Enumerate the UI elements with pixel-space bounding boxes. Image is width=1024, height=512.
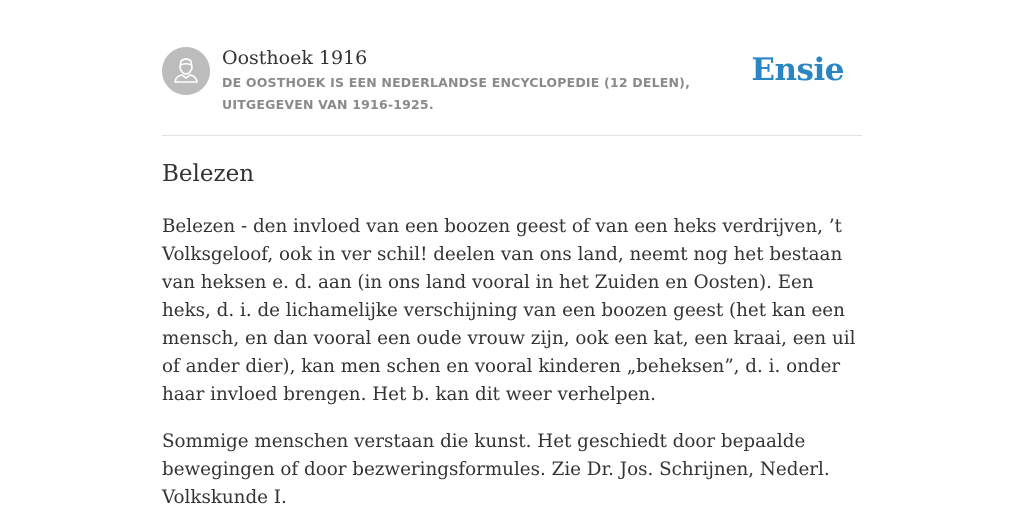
source-description: DE OOSTHOEK IS EEN NEDERLANDSE ENCYCLOPEDIE (12 DELEN), UITGEGEVEN VAN 1916-1925. — [222, 75, 691, 112]
user-icon — [162, 47, 210, 95]
source-header — [162, 44, 862, 136]
article-paragraph: Sommige menschen verstaan die kunst. Het geschiedt door bepaalde bewegingen of door bezweringsformules. Zie Dr. Jos. Schrijnen, Nederl. Volkskunde I. — [162, 431, 830, 508]
article — [162, 158, 864, 512]
brand-logo[interactable]: Ensie — [751, 52, 844, 88]
source-name[interactable]: Oosthoek 1916 — [222, 47, 368, 69]
entry-title: Belezen — [162, 161, 255, 187]
article-paragraph: Belezen - den invloed van een boozen geest of van een heks verdrijven, ’t Volksgeloof, ook in ver schil! deelen van ons land, neemt nog het bestaan van heksen e. d. aan (in ons land vooral in het Zuiden en Oosten). Een heks, d. i. de lichamelijke verschijning van een boozen geest (het kan een mensch, en dan vooral een oude vrouw zijn, ook een kat, een kraai, een uil of ander dier), kan men schen en vooral kinderen „beheksen”, d. i. onder haar invloed brengen. Het b. kan dit weer verhelpen. — [162, 216, 856, 405]
avatar — [162, 47, 210, 95]
